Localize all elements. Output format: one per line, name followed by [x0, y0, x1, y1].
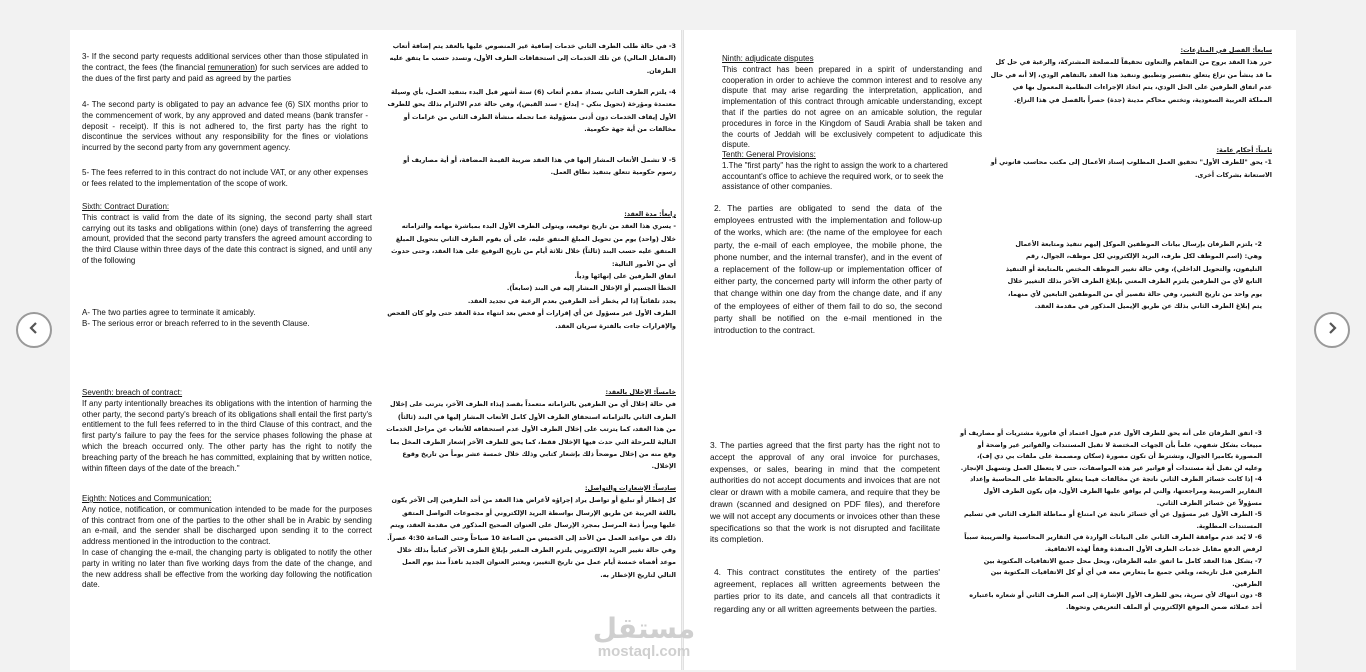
watermark-site: mostaql.com — [597, 643, 691, 660]
sixth-section-ar: سادساً: الإشعارات والتواصل: كل إخطار أو تبليغ أو تواصل يراد إجراؤه لأغراض هذا العقد من أحد الطرفين إلى الآخر يكون باللغة العربية عن طريق الإرسال بواسطة البريد الإلكتروني أو مجموعات التواصل المتفق عليها ويبرأ ذمة المرسل بمجرد الإرسال على العنوان الصحيح المذكور في مقدمة العقد، ويتم ذلك في مواعيد العمل من الأحد إلى الخميس من الساعة 10 صباحاً وحتى الساعة 4:30 عصراً. وفي حالة تغيير البريد الإلكتروني يلتزم الطرف المغير بإبلاغ الطرف الآخر كتابياً بذلك خلال موعد أقصاه خمسة أيام عمل من تاريخ التغيير، ويعتبر العنوان الجديد نافذاً منذ يوم العمل التالي لتاريخ الإخطار به. — [387, 484, 676, 579]
next-page-button[interactable] — [1314, 312, 1350, 348]
chevron-left-icon — [27, 321, 41, 340]
clause-3-ar: 3- في حالة طلب الطرف الثاني خدمات إضافية غير المنصوص عليها بالعقد يتم إضافة أتعاب (المقابل المالي) عن تلك الخدمات إلى استحقاقات الطرف الأول، وتسدد حسب ما يتفق عليه الطرفان. — [389, 42, 676, 75]
eighth-section-en: Eighth: Notices and Communication: Any notice, notification, or communication intended to be made for the purposes of this contract from one of the parties to the other shall be in Arabic by sending an e-mail, and the sender shall be discharged upon sending it to the correct address mentioned in the introduction to the contract. In case of changing the e-mail, the changing party is obligated to notify the other party in writing no later than five working days from the date of the change, and the new address shall be effective from the working day following the notification date. — [82, 494, 372, 590]
section-heading: Seventh: breach of contract: — [82, 388, 183, 397]
clause-5-en: 5- The fees referred to in this contract do not include VAT, or any other expenses or fees related to the implementation of the scope of work. — [82, 168, 368, 188]
document-page-right — [684, 30, 1296, 670]
tenth-clause-3-en: 3. The parties agreed that the first party has the right not to accept the approval of any oral invoice for purchases, expenses, or sales, bearing in mind that the competent authorities do not accept documents and invoices that are not clear or drawn with a mobile camera, and require that they be drawn (scanned and designed on PDF files), and therefore we will not accept any documents or invoices other than these specifications so that the work is not disrupted and facilitate its completion. — [710, 440, 940, 545]
clause-3-en: 3- If the second party requests additional services other than those stipulated in the contract, the fees (the financial remuneration) for such services are added to the dues of the first party and paid as agreed by the parties — [82, 52, 368, 83]
watermark-logo: مستقل — [592, 612, 696, 645]
tenth-clause-4-en: 4. This contract constitutes the entirety of the parties' agreement, replaces all written agreements between the parties prior to its date, and cancels all that contradicts it regarding any or all written agreements between the parties. — [714, 567, 940, 614]
mostaql-watermark — [574, 614, 714, 660]
chevron-right-icon — [1325, 321, 1339, 340]
ninth-section-en: Ninth: adjudicate disputes This contract has been prepared in a spirit of understanding and cooperation in order to achieve the common interest and to resolve any dispute that may arise regarding the interpretation, application, and implementation of this contract through amicable understanding, except that if the parties do not agree on an amicable solution, the regular procedures in force in the Kingdom of Saudi Arabia shall be taken and the courts of Jeddah will be exclusively competent to adjudicate this dispute. — [722, 54, 982, 150]
document-page-left — [70, 30, 682, 670]
sixth-section-en: Sixth: Contract Duration: This contract is valid from the date of its signing, the second party shall start carrying out its tasks and obligations within (one) days of transferring the agreed amount, provided that the second party transfers the agreed amount according to the third Clause within three days of the date this contract is signed, and until any of the following — [82, 202, 372, 265]
section-heading: ثامناً: أحكام عامة: — [1216, 146, 1272, 154]
clause-4-en: 4- The second party is obligated to pay an advance fee (6) SIX months prior to the commencement of work, by any approved and dated means (bank transfer - deposit - receipt). If this is not adhered to, the first party has the right to discontinue the services without any responsibility for the fines or violations incurred by the second party from any government agency. — [82, 100, 368, 153]
section-heading: Sixth: Contract Duration: — [82, 202, 170, 211]
section-heading: Eighth: Notices and Communication: — [82, 494, 212, 503]
tenth-clause-2-en: 2. The parties are obligated to send the data of the employees entrusted with the implementation and follow-up of the works, which are: (the name of the employee for each party, the e-mail of each employee, the mobile phone, the phone number, and the internal transfer), and in the event of a replacement of the follow-up or implementation officer of either party, the concerned party will inform the other party of that change within one day from the change date, and if any of the employees of either of them fail to do so, the second party shall be notified on the e-mail mentioned in the introduction to the contract. — [714, 203, 942, 336]
seventh-section-ar: سابعاً: الفصل في المنازعات: حرر هذا العقد بروح من التفاهم والتعاون تحقيقاً للمصلحة المشتركة، والرغبة في حل كل ما قد ينشأ من نزاع يتعلق بتفسير وتطبيق وتنفيذ هذا العقد بالتفاهم الودي، إلا أنه في حال عدم اتفاق الطرفين على الحل الودي، يتم اتخاذ الإجراءات النظامية المعمول بها في المملكة العربية السعودية، وتختص محاكم مدينة (جدة) حصراً بالفصل في هذا النزاع. — [990, 46, 1272, 104]
eighth-clause-2-ar: 2- يلتزم الطرفان بإرسال بيانات الموظفين الموكل إليهم تنفيذ ومتابعة الأعمال وهي: (اسم الموظف لكل طرف، البريد الإلكتروني لكل موظف، الجوال، رقم التليفون، والتحويل الداخلي)، وفي حالة تغيير الموظف المختص بالمتابعة أو التنفيذ التابع لأي من الطرفين يلتزم الطرف المعني بإبلاغ الطرف الآخر بذلك التغيير خلال يوم واحد من تاريخ التغيير، وفي حالة تقصير أي من الموظفين التابعين لأي منهما، يتم إبلاغ الطرف الثاني بذلك عن طريق الإيميل المذكور في مقدمة العقد. — [1005, 240, 1262, 311]
seventh-section-en: Seventh: breach of contract: If any party intentionally breaches its obligations with the intention of harming the other party, the second party's breach of its obligations shall entail the first party's entitlement to the full fees referred to in the third Clause of this contract, and the first party's failure to pay the fees for the service phases following the phase at which the breach occurred only. The other party has the right to notify the breaching party of the breach he has committed, explaining that by written notice, within fifteen days of the date of the breach." — [82, 388, 372, 473]
section-heading: Ninth: adjudicate disputes — [722, 54, 814, 63]
fourth-section-ar: رابعاً: مدة العقد: - يسري هذا العقد من تاريخ توقيعه، ويتولى الطرف الأول البدء بمباشرة مهامه والتزاماته خلال (واحد) يوم من تحويل المبلغ المتفق عليه، على أن يقوم الطرف الثاني بتحويل المبلغ المتفق عليه حسب البند (ثالثاً) خلال ثلاثة أيام من تاريخ التوقيع على هذا العقد، وحتى حدوث أي من الأمور التالية: اتفاق الطرفين على إنهائها ودياً. الخطأ الجسيم أو الإخلال المشار إليه في البند (سابعاً). يجدد تلقائياً إذا لم يخطر أحد الطرفين بعدم الرغبة في تجديد العقد. الطرف الأول غير مسؤول عن أي إقرارات أو فحص بعد انتهاء مدة العقد حتى ولو كان الفحص والإقرارات جاءت بالفترة سريان العقد. — [387, 210, 676, 330]
eighth-section-ar: ثامناً: أحكام عامة: 1- يحق "للطرف الأول" تحقيق العمل المطلوب إسناد الأعمال إلى مكتب محاسب قانوني أو الاستعانة بشركات أخرى. — [990, 146, 1272, 179]
section-heading: خامساً: الإخلال بالعقد: — [605, 388, 676, 396]
section-heading: رابعاً: مدة العقد: — [624, 210, 676, 218]
section-heading: سادساً: الإشعارات والتواصل: — [585, 484, 676, 492]
section-heading: Tenth: General Provisions: — [722, 150, 816, 159]
previous-page-button[interactable] — [16, 312, 52, 348]
sixth-items-en: A- The two parties agree to terminate it amicably. B- The serious error or breach referred to in the seventh Clause. — [82, 308, 310, 328]
fifth-section-ar: خامساً: الإخلال بالعقد: في حالة إخلال أي من الطرفين بالتزاماته متعمداً بقصد إيذاء الطرف الآخر، يترتب على إخلال الطرف الثاني بالتزاماته استحقاق الطرف الأول كامل الأتعاب المشار إليها في البند (ثالثاً) من هذا العقد، كما يترتب على إخلال الطرف الأول عدم استحقاقه للأتعاب عن مراحل الخدمات التالية للمرحلة التي حدث فيها الإخلال فقط، كما يحق للطرف الآخر إشعار الطرف المخل بما وقع منه من إخلال موضحاً ذلك بإشعار كتابي وذلك خلال خمسة عشر يوماً من تاريخ وقوع الإخلال. — [386, 388, 676, 471]
tenth-section-en: Tenth: General Provisions: 1.The "first party" has the right to assign the work to a chartered accountant's office to achieve the required work, or to seek the assistance of other companies. — [722, 150, 982, 193]
clause-5-ar: 5- لا تشمل الأتعاب المشار إليها في هذا العقد ضريبة القيمة المضافة، أو أية مصاريف أو رسوم حكومية تتعلق بتنفيذ نطاق العمل. — [403, 156, 676, 177]
section-heading: سابعاً: الفصل في المنازعات: — [1180, 46, 1272, 54]
eighth-clauses-3-8-ar: 3- اتفق الطرفان على أنه يحق للطرف الأول عدم قبول اعتماد أي فاتورة مشتريات أو مصاريف أو مبيعات بشكل شفهي، علماً بأن الجهات المختصة لا تقبل المستندات والفواتير غير واضحة أو المصورة بكاميرا الجوال، وتشترط أن تكون مصورة (سكان ومصممة على ملفات بي دي إف)، وعليه لن نقبل أية مستندات أو فواتير غير هذه المواصفات، حتى لا يتعطل العمل وتسهيل الإنجاز. 4- إذا كانت خسائر الطرف الثاني ناتجة عن مخالفات فيما يتعلق بالحفاظ على المحاسبة وإعداد التقارير الضريبية ومراجعتها، والتي لم يوافق عليها الطرف الأول، فإن يكون الطرف الأول مسؤولاً عن خسائر الطرف الثاني. 5- الطرف الأول غير مسؤول عن أي خسائر ناتجة عن امتناع أو مماطلة الطرف الثاني في تسليم المستندات المطلوبة. 6- لا يُعد عدم موافقة الطرف الثاني على البيانات الواردة في التقارير المحاسبية والضريبية سبباً لرفض الدفع مقابل خدمات الطرف الأول المنفذة وفقاً لهذه الاتفاقية. 7- يشكل هذا العقد كامل ما اتفق عليه الطرفان، ويحل محل جميع الاتفاقيات المكتوبة بين الطرفين قبل تاريخه، ويلغي جميع ما يتعارض معه في أي أو كل الاتفاقيات المكتوبة بين الطرفين. 8- دون انتهاك لأي سرية، يحق للطرف الأول الإشارة إلى اسم الطرف الثاني أو شعاره باعتباره أحد عملائه ضمن الموقع الإلكتروني أو الملف التعريفي وتحوها. — [960, 429, 1262, 611]
clause-4-ar: 4- يلتزم الطرف الثاني بسداد مقدم أتعاب (6) ستة أشهر قبل البدء بتنفيذ العمل، بأي وسيلة معتمدة ومؤرخة (تحويل بنكي - إيداع - سند القبض)، وفي حالة عدم الالتزام بذلك يحق للطرف الأول إيقاف الخدمات دون أدنى مسؤولية عما تحمله منشأة الطرف الثاني من غرامات أو مخالفات من أية جهة حكومية. — [387, 88, 676, 134]
